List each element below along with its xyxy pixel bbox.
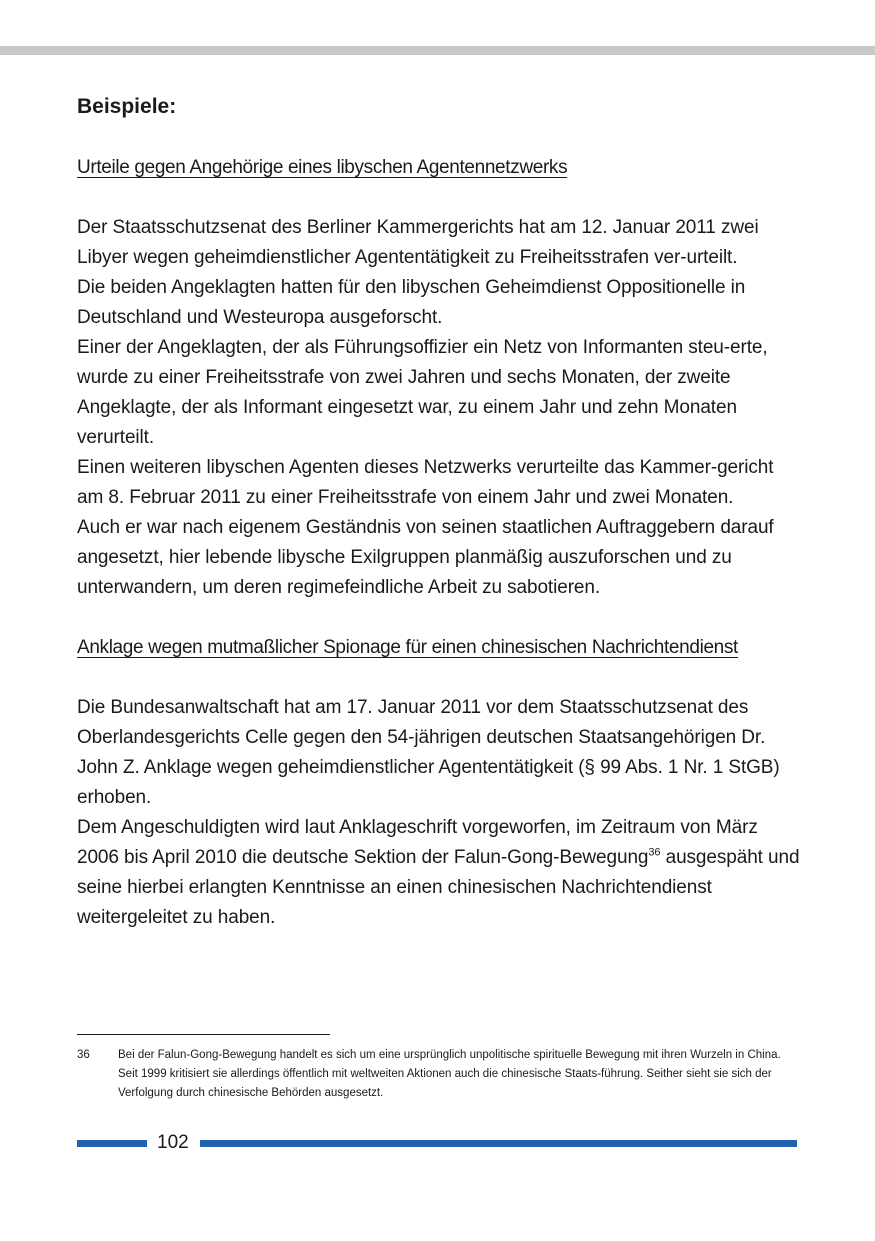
section-1-paragraph: Einer der Angeklagten, der als Führungsoffizier ein Netz von Informanten steu-erte, wurde zu einer Freiheitsstrafe von zwei Jahren und sechs Monaten, der zweite Angeklagte, der als Informant eingesetzt war, zu einem Jahr und zehn Monaten verurteilt. [77,337,768,448]
footer-bar-left [77,1140,147,1147]
paragraph-text-before-ref: Dem Angeschuldigten wird laut Anklageschrift vorgeworfen, im Zeitraum von März 2006 bis April 2010 die deutsche Sektion der Falun-Gong-Bewegung [77,817,758,868]
page-heading: Beispiele: [77,95,177,118]
footer-bar-right [200,1140,797,1147]
footnote-reference[interactable]: 36 [648,846,661,859]
section-1-paragraph: Der Staatsschutzsenat des Berliner Kammergerichts hat am 12. Januar 2011 zwei Libyer wegen geheimdienstlicher Agententätigkeit zu Freiheitsstrafen ver-urteilt. [77,217,759,268]
section-2-paragraph-with-footnote [77,813,802,933]
top-border-bar [0,46,875,55]
footnote [77,1046,797,1103]
section-1-paragraph: Die beiden Angeklagten hatten für den libyschen Geheimdienst Oppositionelle in Deutschland und Westeuropa ausgeforscht. [77,277,746,328]
section-2-title: Anklage wegen mutmaßlicher Spionage für einen chinesischen Nachrichtendienst [77,637,738,658]
paragraph-text-after-ref: ausgespäht und seine hierbei erlangten Kenntnisse an einen chinesischen Nachrichtendienst weitergeleitet zu haben. [77,847,800,928]
footnote-divider [77,1034,330,1035]
section-1-paragraph: Auch er war nach eigenem Geständnis von seinen staatlichen Auftraggebern darauf angesetzt, hier lebende libysche Exilgruppen planmäßig auszuforschen und zu unterwandern, um deren regimefeindliche Arbeit zu sabotieren. [77,517,774,598]
page-footer [77,1128,797,1158]
section-spacer [77,603,802,633]
section-1-title: Urteile gegen Angehörige eines libyschen Agentennetzwerks [77,157,568,178]
section-1-paragraph: Einen weiteren libyschen Agenten dieses Netzwerks verurteilte das Kammer-gericht am 8. Februar 2011 zu einer Freiheitsstrafe von einem Jahr und zwei Monaten. [77,457,774,508]
page-content [77,92,802,933]
footnote-number: 36 [77,1049,90,1061]
page-number: 102 [157,1132,189,1153]
footnote-text: Bei der Falun-Gong-Bewegung handelt es sich um eine ursprünglich unpolitische spirituelle Bewegung mit ihren Wurzeln in China. Seit 1999 kritisiert sie allerdings öffentlich mit weltweiten Aktionen auch die chinesische Staats-führung. Seither sieht sie sich der Verfolgung durch chinesische Behörden ausgesetzt. [118,1049,781,1099]
section-2-paragraph: Die Bundesanwaltschaft hat am 17. Januar 2011 vor dem Staatsschutzsenat des Oberlandesgerichts Celle gegen den 54-jährigen deutschen Staatsangehörigen Dr. John Z. Anklage wegen geheimdienstlicher Agententätigkeit (§ 99 Abs. 1 Nr. 1 StGB) erhoben. [77,697,780,808]
